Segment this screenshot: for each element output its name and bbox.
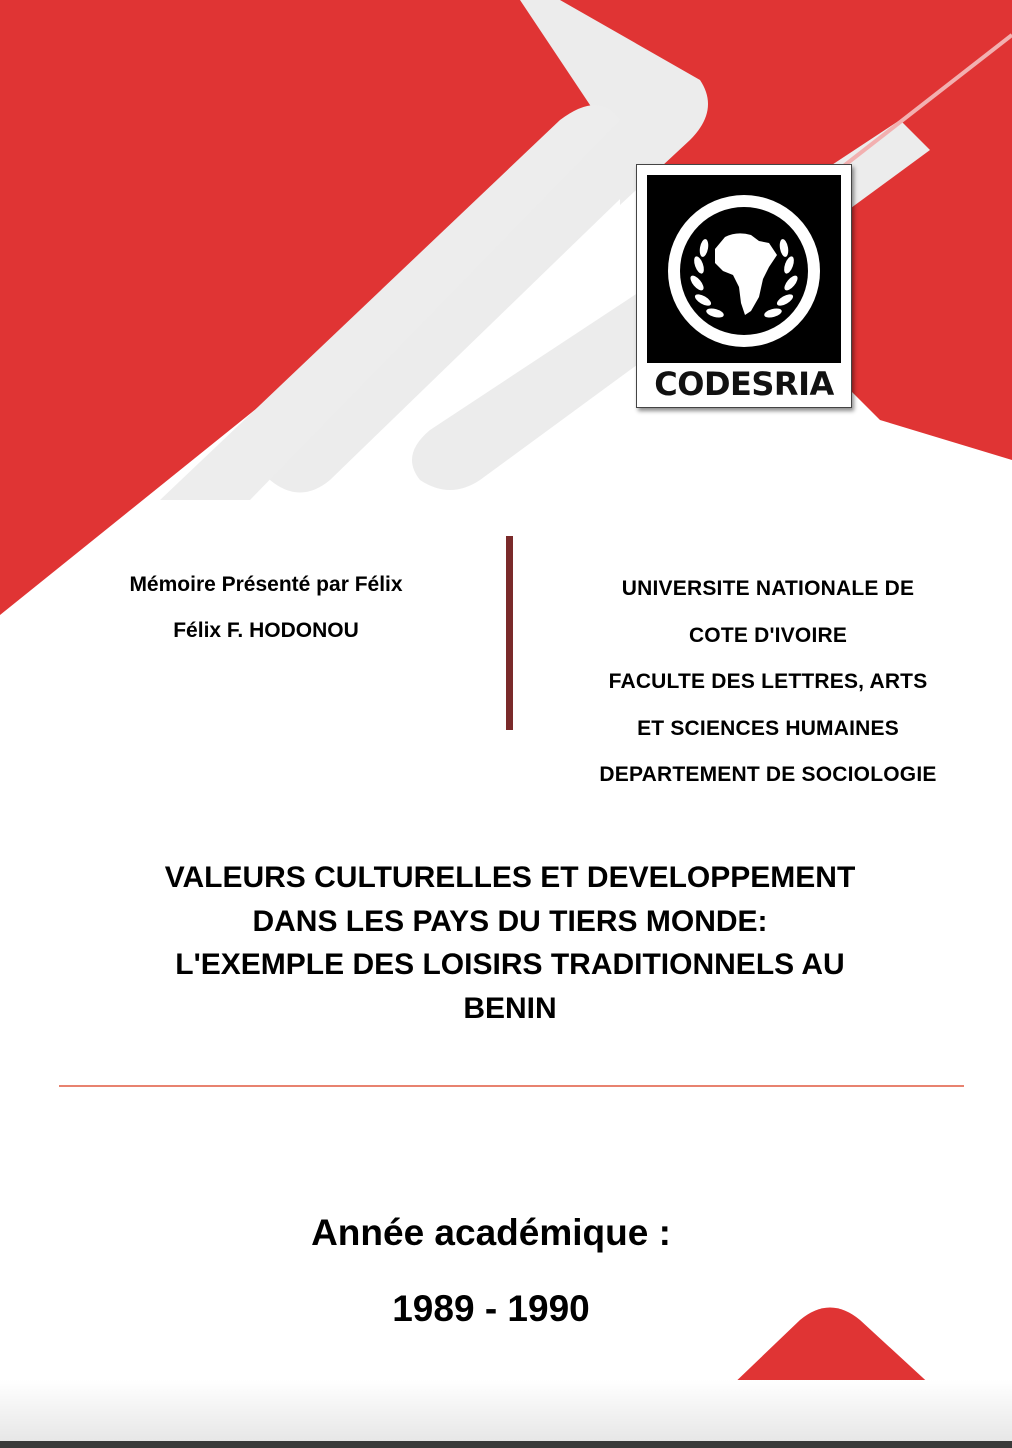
institution-line: COTE D'IVOIRE xyxy=(688,623,848,647)
horizontal-rule xyxy=(59,1085,964,1087)
institution-line: FACULTE DES LETTRES, ARTS xyxy=(608,670,928,693)
red-shape-top-left xyxy=(0,0,640,615)
academic-year-value: 1989 - 1990 xyxy=(392,1288,590,1329)
thesis-title xyxy=(60,856,960,1030)
logo-emblem-box xyxy=(647,175,841,363)
institution-line: UNIVERSITE NATIONALE DE xyxy=(621,577,915,600)
author-line-1: Mémoire Présenté par Félix xyxy=(129,573,403,596)
institution-line: ET SCIENCES HUMAINES xyxy=(637,716,899,740)
codesria-logo xyxy=(636,164,852,408)
author-block xyxy=(70,562,462,654)
vertical-divider xyxy=(506,536,513,730)
africa-laurel-emblem-icon xyxy=(647,175,841,363)
institution-line: DEPARTEMENT DE SOCIOLOGIE xyxy=(599,763,937,786)
author-line-2: Félix F. HODONOU xyxy=(173,619,359,642)
academic-year-label: Année académique : xyxy=(311,1212,671,1253)
logo-text: CODESRIA xyxy=(654,365,834,403)
institution-block xyxy=(550,566,986,799)
title-line: VALEURS CULTURELLES ET DEVELOPPEMENT xyxy=(164,861,856,894)
bottom-shade xyxy=(0,1380,1012,1448)
title-line: BENIN xyxy=(463,991,557,1025)
title-line: L'EXEMPLE DES LOISIRS TRADITIONNELS AU xyxy=(175,948,845,981)
bottom-border xyxy=(0,1441,1012,1448)
title-line: DANS LES PAYS DU TIERS MONDE: xyxy=(252,904,768,938)
